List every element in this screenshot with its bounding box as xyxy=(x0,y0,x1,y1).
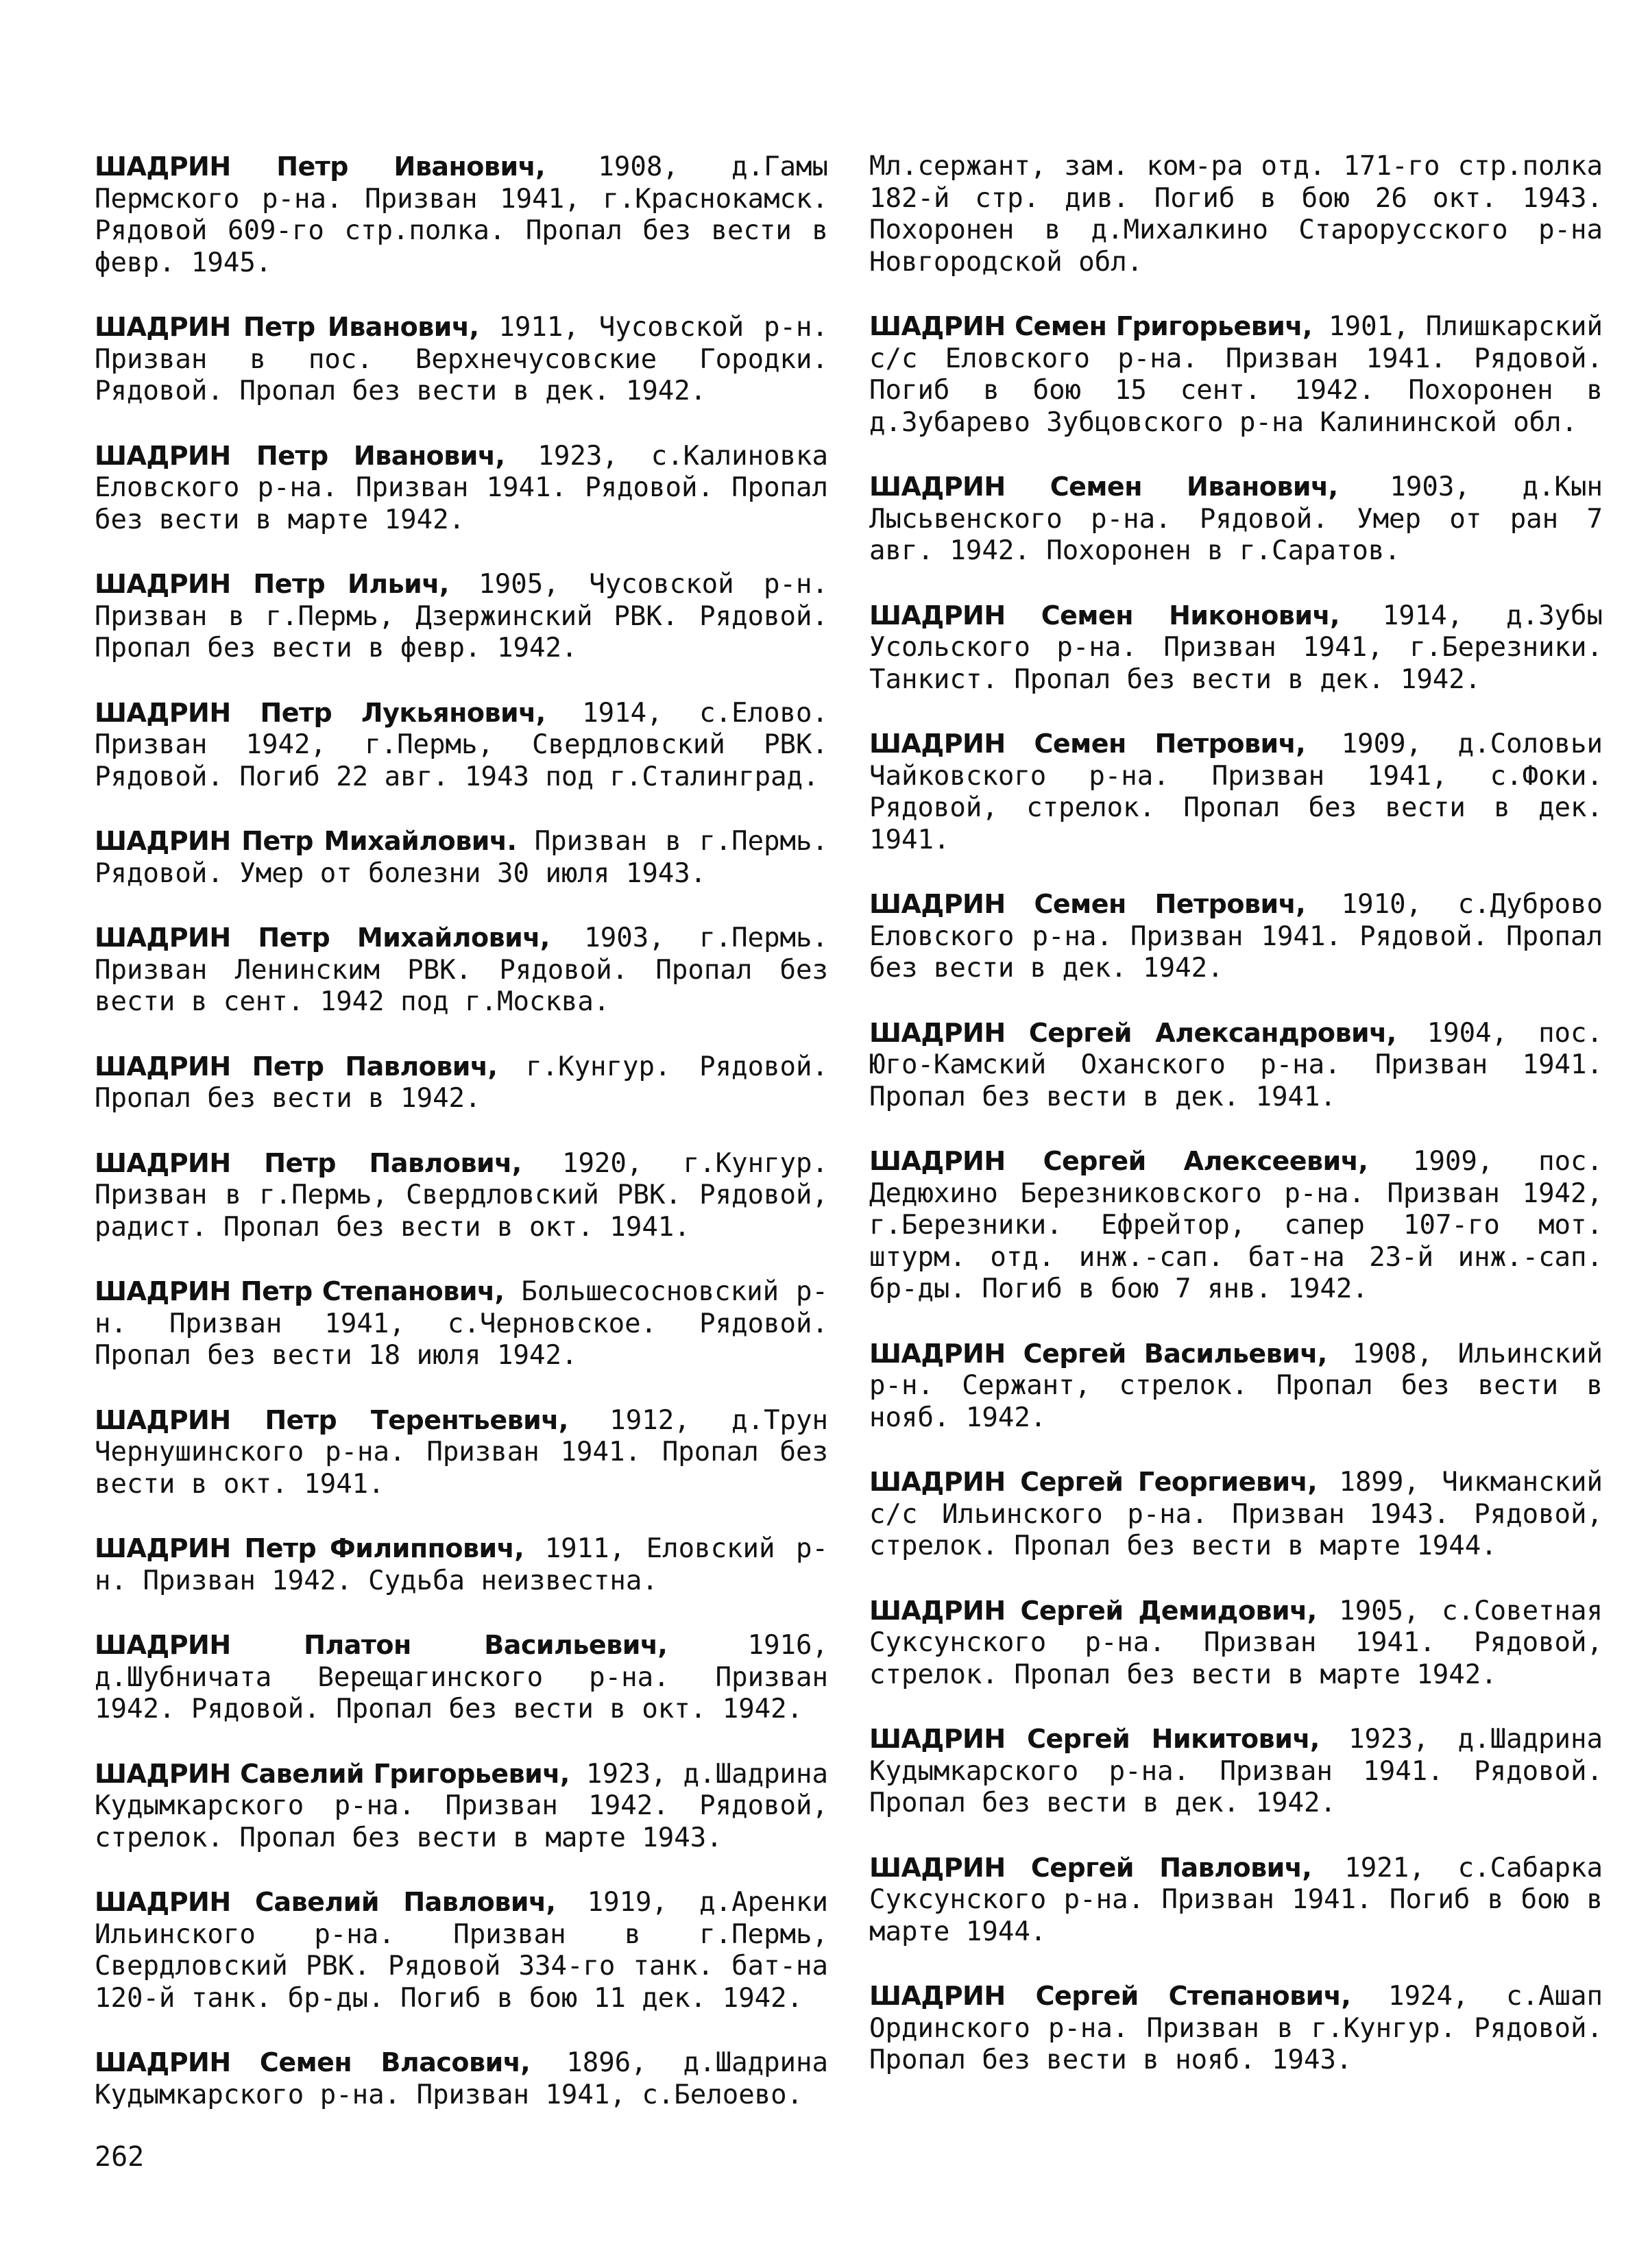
entry-text: 1904, пос. Юго-Камский Оханского р-на. Призван 1941. Пропал без вести в дек. 1941. xyxy=(869,1017,1603,1112)
entry xyxy=(95,1147,828,1244)
entry xyxy=(869,1852,1603,1949)
entry-text: Призван в г.Пермь. Рядовой. Умер от болезни 30 июля 1943. xyxy=(95,826,828,889)
entry-name: ШАДРИН Сергей Георгиевич, xyxy=(869,1467,1318,1497)
entry xyxy=(869,728,1603,856)
entry-name: ШАДРИН Семен Никонович, xyxy=(869,600,1340,631)
entry-continuation: Мл.сержант, зам. ком-ра отд. 171-го стр.полка 182-й стр. див. Погиб в бою 26 окт. 1943. Похоронен в д.Михалкино Старорусского р-на Новгородской обл. xyxy=(869,151,1603,278)
entry-text: 1912, д.Трун Чернушинского р-на. Призван 1941. Пропал без вести в окт. 1941. xyxy=(95,1404,828,1500)
entry-name: ШАДРИН Семен Петрович, xyxy=(869,729,1306,759)
entry xyxy=(95,1886,828,2014)
entry xyxy=(95,440,828,537)
entry-text: 1905, с.Советная Суксунского р-на. Призван 1941. Рядовой, стрелок. Пропал без вести в марте 1942. xyxy=(869,1595,1603,1690)
entry xyxy=(869,1980,1603,2077)
entry-text: 1923, д.Шадрина Кудымкарского р-на. Призван 1941. Рядовой. Пропал без вести в дек. 1942. xyxy=(869,1724,1603,1818)
entry xyxy=(95,568,828,665)
entry-name: ШАДРИН Петр Павлович, xyxy=(95,1147,522,1178)
entry-name: ШАДРИН Петр Терентьевич, xyxy=(95,1404,568,1435)
left-column xyxy=(95,151,828,2143)
right-column xyxy=(869,151,1603,2109)
entry-text: 1916, д.Шубничата Верещагинского р-на. Призван 1942. Рядовой. Пропал без вести в окт. 1942. xyxy=(95,1630,828,1724)
entry-name: ШАДРИН Петр Степанович, xyxy=(95,1276,505,1306)
entry xyxy=(95,697,828,794)
entry-text: 1896, д.Шадрина Кудымкарского р-на. Призван 1941, с.Белоево. xyxy=(95,2047,828,2110)
entry-text: 1910, с.Дуброво Еловского р-на. Призван 1941. Рядовой. Пропал без вести в дек. 1942. xyxy=(869,889,1603,984)
entry-text: 1923, с.Калиновка Еловского р-на. Призван 1941. Рядовой. Пропал без вести в марте 1942. xyxy=(95,440,829,535)
entry xyxy=(95,1404,828,1501)
entry-name: ШАДРИН Семен Григорьевич, xyxy=(869,311,1312,341)
entry-name: ШАДРИН Петр Михайлович, xyxy=(95,923,550,953)
entry-text: 1914, д.Зубы Усольского р-на. Призван 1941, г.Березники. Танкист. Пропал без вести в дек. 1942. xyxy=(869,600,1603,695)
entry-text: 1909, д.Соловьи Чайковского р-на. Призван 1941, с.Фоки. Рядовой, стрелок. Пропал без вести в дек. 1941. xyxy=(869,729,1603,855)
entry-name: ШАДРИН Петр Лукьянович, xyxy=(95,697,546,728)
entry-text: г.Кунгур. Рядовой. Пропал без вести в 1942. xyxy=(95,1051,828,1114)
entry xyxy=(95,2047,828,2111)
entry xyxy=(869,1145,1603,1306)
entry-name: ШАДРИН Петр Иванович, xyxy=(95,440,505,471)
entry-name: ШАДРИН Петр Иванович, xyxy=(95,151,546,182)
entry xyxy=(95,1629,828,1726)
entry-name: ШАДРИН Савелий Павлович, xyxy=(95,1887,556,1917)
page-number: 262 xyxy=(95,2141,145,2173)
entry xyxy=(869,310,1603,439)
entry xyxy=(95,151,828,279)
entry xyxy=(95,922,828,1019)
entry-name: ШАДРИН Петр Филиппович, xyxy=(95,1533,524,1563)
entry-name: ШАДРИН Сергей Павлович, xyxy=(869,1852,1312,1883)
entry-name: ШАДРИН Петр Павлович, xyxy=(95,1051,498,1082)
entry-name: ШАДРИН Петр Ильич, xyxy=(95,569,449,599)
entry-text: 1899, Чикманский с/с Ильинского р-на. Призван 1943. Рядовой, стрелок. Пропал без вести в марте 1944. xyxy=(869,1467,1603,1561)
entry-name: ШАДРИН Семен Иванович, xyxy=(869,472,1338,502)
entry-text: 1923, д.Шадрина Кудымкарского р-на. Призван 1942. Рядовой, стрелок. Пропал без вести в марте 1943. xyxy=(95,1758,828,1853)
entry xyxy=(869,1338,1603,1435)
entry-name: ШАДРИН Сергей Никитович, xyxy=(869,1724,1320,1754)
entry-text: 1903, д.Кын Лысьвенского р-на. Рядовой. Умер от ран 7 авг. 1942. Похоронен в г.Саратов. xyxy=(869,472,1603,566)
entry-name: ШАДРИН Петр Иванович, xyxy=(95,312,479,342)
entry xyxy=(869,888,1603,985)
entry-text: 1924, с.Ашап Ординского р-на. Призван в г.Кунгур. Рядовой. Пропал без вести в нояб. 1943. xyxy=(869,1981,1603,2075)
entry xyxy=(869,1466,1603,1563)
entry-name: ШАДРИН Петр Михайлович. xyxy=(95,826,517,856)
entry-name: ШАДРИН Платон Васильевич, xyxy=(95,1630,668,1660)
entry-name: ШАДРИН Сергей Степанович, xyxy=(869,1981,1351,2011)
entry-text: 1911, Еловский р-н. Призван 1942. Судьба неизвестна. xyxy=(95,1533,828,1596)
entry xyxy=(869,471,1603,568)
entry xyxy=(95,825,828,890)
entry xyxy=(95,1758,828,1855)
entry-text: Большесосновский р-н. Призван 1941, с.Черновское. Рядовой. Пропал без вести 18 июля 1942. xyxy=(95,1276,828,1371)
entry-name: ШАДРИН Сергей Васильевич, xyxy=(869,1338,1327,1369)
entry-text: 1920, г.Кунгур. Призван в г.Пермь, Свердловский РВК. Рядовой, радист. Пропал без вести в окт. 1941. xyxy=(95,1147,828,1243)
entry-text: 1905, Чусовской р-н. Призван в г.Пермь, Дзержинский РВК. Рядовой. Пропал без вести в февр. 1942. xyxy=(95,569,828,663)
entry-name: ШАДРИН Семен Петрович, xyxy=(869,889,1306,919)
entry-text: 1911, Чусовской р-н. Призван в пос. Верхнечусовские Городки. Рядовой. Пропал без вести в дек. 1942. xyxy=(95,312,828,406)
entry xyxy=(869,1017,1603,1114)
entry-name: ШАДРИН Сергей Алексеевич, xyxy=(869,1146,1368,1176)
entry xyxy=(95,1051,828,1115)
entry xyxy=(95,1276,828,1372)
entry xyxy=(95,1533,828,1597)
entry-text: 1903, г.Пермь. Призван Ленинским РВК. Рядовой. Пропал без вести в сент. 1942 под г.Москва. xyxy=(95,923,828,1017)
entry-text: 1908, Ильинский р-н. Сержант, стрелок. Пропал без вести в нояб. 1942. xyxy=(869,1338,1603,1433)
entry xyxy=(869,600,1603,696)
entry xyxy=(95,311,828,408)
entry-text: 1919, д.Аренки Ильинского р-на. Призван в г.Пермь, Свердловский РВК. Рядовой 334-го танк. бат-на 120-й танк. бр-ды. Погиб в бою 11 дек. 1942. xyxy=(95,1887,828,2014)
entry-text: 1921, с.Сабарка Суксунского р-на. Призван 1941. Погиб в бою в марте 1944. xyxy=(869,1852,1603,1947)
entry-name: ШАДРИН Семен Власович, xyxy=(95,2047,531,2077)
entry xyxy=(869,1595,1603,1692)
entry-text: 1908, д.Гамы Пермского р-на. Призван 1941, г.Краснокамск. Рядовой 609-го стр.полка. Пропал без вести в февр. 1945. xyxy=(95,151,828,278)
entry-name: ШАДРИН Сергей Демидович, xyxy=(869,1595,1317,1626)
entry xyxy=(869,1723,1603,1820)
entry-text: 1914, с.Елово. Призван 1942, г.Пермь, Свердловский РВК. Рядовой. Погиб 22 авг. 1943 под г.Сталинград. xyxy=(95,697,828,792)
entry-text: 1909, пос. Дедюхино Березниковского р-на. Призван 1942, г.Березники. Ефрейтор, сапер 107-го мот. штурм. отд. инж.-сап. бат-на 23-й инж.-сап. бр-ды. Погиб в бою 7 янв. 1942. xyxy=(869,1146,1603,1304)
entry-name: ШАДРИН Сергей Александрович, xyxy=(869,1017,1396,1048)
entry-name: ШАДРИН Савелий Григорьевич, xyxy=(95,1758,570,1789)
entry-text: 1901, Плишкарский с/с Еловского р-на. Призван 1941. Рядовой. Погиб в бою 15 сент. 1942. Похоронен в д.Зубарево Зубцовского р-на Калининской обл. xyxy=(869,311,1603,438)
